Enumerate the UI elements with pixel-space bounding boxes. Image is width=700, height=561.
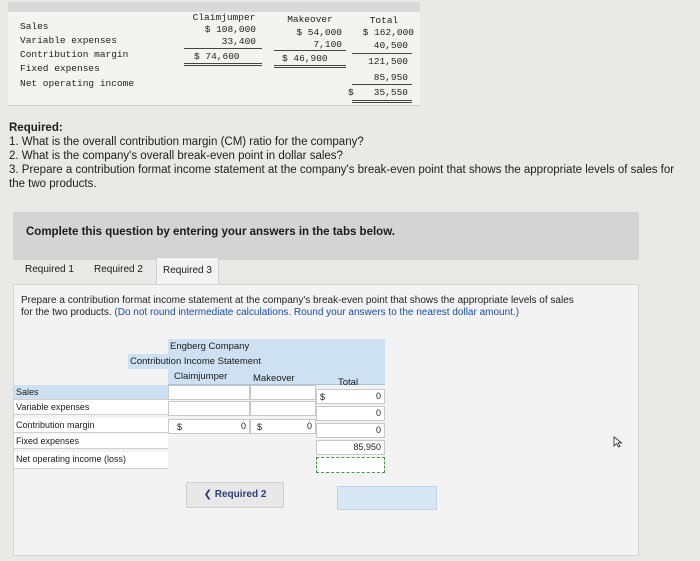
income-statement (14, 339, 385, 474)
claimjumper-double-rule (184, 63, 262, 64)
row-label-cm: Contribution margin (20, 49, 129, 60)
statement-company: Engberg Company (168, 339, 385, 354)
question-3: 3. Prepare a contribution format income statement at the company's break-even point that shows the appropriate levels of sales for (9, 164, 675, 176)
prompt-note: (Do not round intermediate calculations. Round your answers to the nearest dollar amount.) (114, 307, 520, 318)
header-makeover: Makeover (287, 14, 333, 25)
required-heading: Required: (9, 122, 63, 134)
panel-top-shade (8, 2, 420, 12)
claimjumper-variable-input[interactable] (168, 401, 250, 416)
tab-prompt (21, 295, 631, 319)
total-variable-cell (316, 406, 385, 421)
row-contribution-margin: Contribution margin (14, 418, 168, 433)
total-rule-2 (352, 84, 412, 85)
row-sales: Sales (14, 385, 168, 400)
makeover-cm-dollar: $ (257, 422, 263, 432)
total-fixed: 85,950 (373, 72, 408, 83)
claimjumper-cm-value: 0 (240, 421, 246, 431)
tab-required-3[interactable]: Required 3 (156, 257, 219, 285)
makeover-sales: $ 54,000 (296, 27, 342, 38)
question-3-cont: the two products. (9, 178, 97, 190)
claimjumper-sales: $ 108,000 (204, 24, 256, 35)
total-noi-input[interactable] (316, 457, 385, 473)
claimjumper-cm-dollar: $ (177, 422, 183, 432)
total-sales-dollar: $ (320, 392, 326, 402)
makeover-sales-input[interactable] (250, 385, 316, 400)
row-label-fixed: Fixed expenses (20, 63, 100, 74)
total-sales: $ 162,000 (362, 27, 414, 38)
col-claimjumper: Claimjumper (174, 371, 228, 382)
makeover-rule (274, 50, 346, 51)
total-variable-value: 0 (375, 408, 381, 418)
source-data-panel (8, 2, 420, 106)
makeover-cm-value: 0 (306, 421, 312, 431)
total-cm-cell (316, 423, 385, 438)
makeover-cm-cell (250, 419, 316, 434)
instruction-bar (13, 212, 639, 260)
claimjumper-sales-input[interactable] (168, 385, 250, 400)
makeover-double-rule (274, 65, 346, 66)
mouse-cursor-icon (613, 436, 625, 448)
total-fixed-value: 85,950 (353, 442, 381, 452)
total-sales-cell (316, 389, 385, 404)
makeover-cm: $ 46,900 (282, 53, 328, 64)
question-2: 2. What is the company's overall break-even point in dollar sales? (9, 150, 343, 162)
prompt-main: Prepare a contribution format income statement at the company's break-even point that shows the appropriate levels of sales (21, 295, 574, 306)
total-rule (352, 53, 412, 54)
prompt-line2: for the two products. (21, 307, 112, 318)
instruction-text: Complete this question by entering your answers in the tabs below. (26, 226, 395, 238)
claimjumper-cm-cell (168, 419, 250, 434)
claimjumper-double-rule-2 (184, 65, 262, 66)
total-double-rule (352, 100, 412, 101)
makeover-variable: 7,100 (313, 39, 342, 50)
row-label-sales: Sales (20, 21, 49, 32)
total-cm: 121,500 (368, 56, 408, 67)
statement-col-headers (168, 369, 385, 388)
total-sales-value: 0 (375, 391, 381, 401)
total-fixed-cell (316, 440, 385, 455)
required-questions (9, 121, 699, 191)
total-noi: 35,550 (373, 87, 408, 98)
total-double-rule-2 (352, 102, 412, 103)
prev-required-2-button[interactable]: ❮ Required 2 (186, 482, 284, 508)
statement-title: Contribution Income Statement (128, 354, 385, 369)
claimjumper-rule (184, 48, 262, 49)
tab-required-1[interactable]: Required 1 (25, 264, 74, 275)
total-noi-dollar: $ (348, 87, 354, 98)
question-1: 1. What is the overall contribution margin (CM) ratio for the company? (9, 136, 364, 148)
row-variable-expenses: Variable expenses (14, 400, 168, 415)
makeover-double-rule-2 (274, 67, 346, 68)
total-variable: 40,500 (373, 40, 408, 51)
row-net-operating-income: Net operating income (loss) (14, 452, 168, 469)
makeover-variable-input[interactable] (250, 401, 316, 416)
claimjumper-cm: $ 74,600 (194, 51, 240, 62)
total-cm-value: 0 (375, 425, 381, 435)
header-total: Total (369, 15, 399, 26)
col-makeover: Makeover (253, 373, 295, 384)
tab-required-2[interactable]: Required 2 (94, 264, 143, 275)
claimjumper-variable: 33,400 (221, 36, 256, 47)
col-total: Total (338, 377, 359, 388)
row-label-variable: Variable expenses (20, 35, 117, 46)
row-fixed-expenses: Fixed expenses (14, 434, 168, 449)
header-claimjumper: Claimjumper (192, 12, 256, 23)
row-label-noi: Net operating income (20, 78, 135, 89)
next-button[interactable] (337, 486, 437, 510)
